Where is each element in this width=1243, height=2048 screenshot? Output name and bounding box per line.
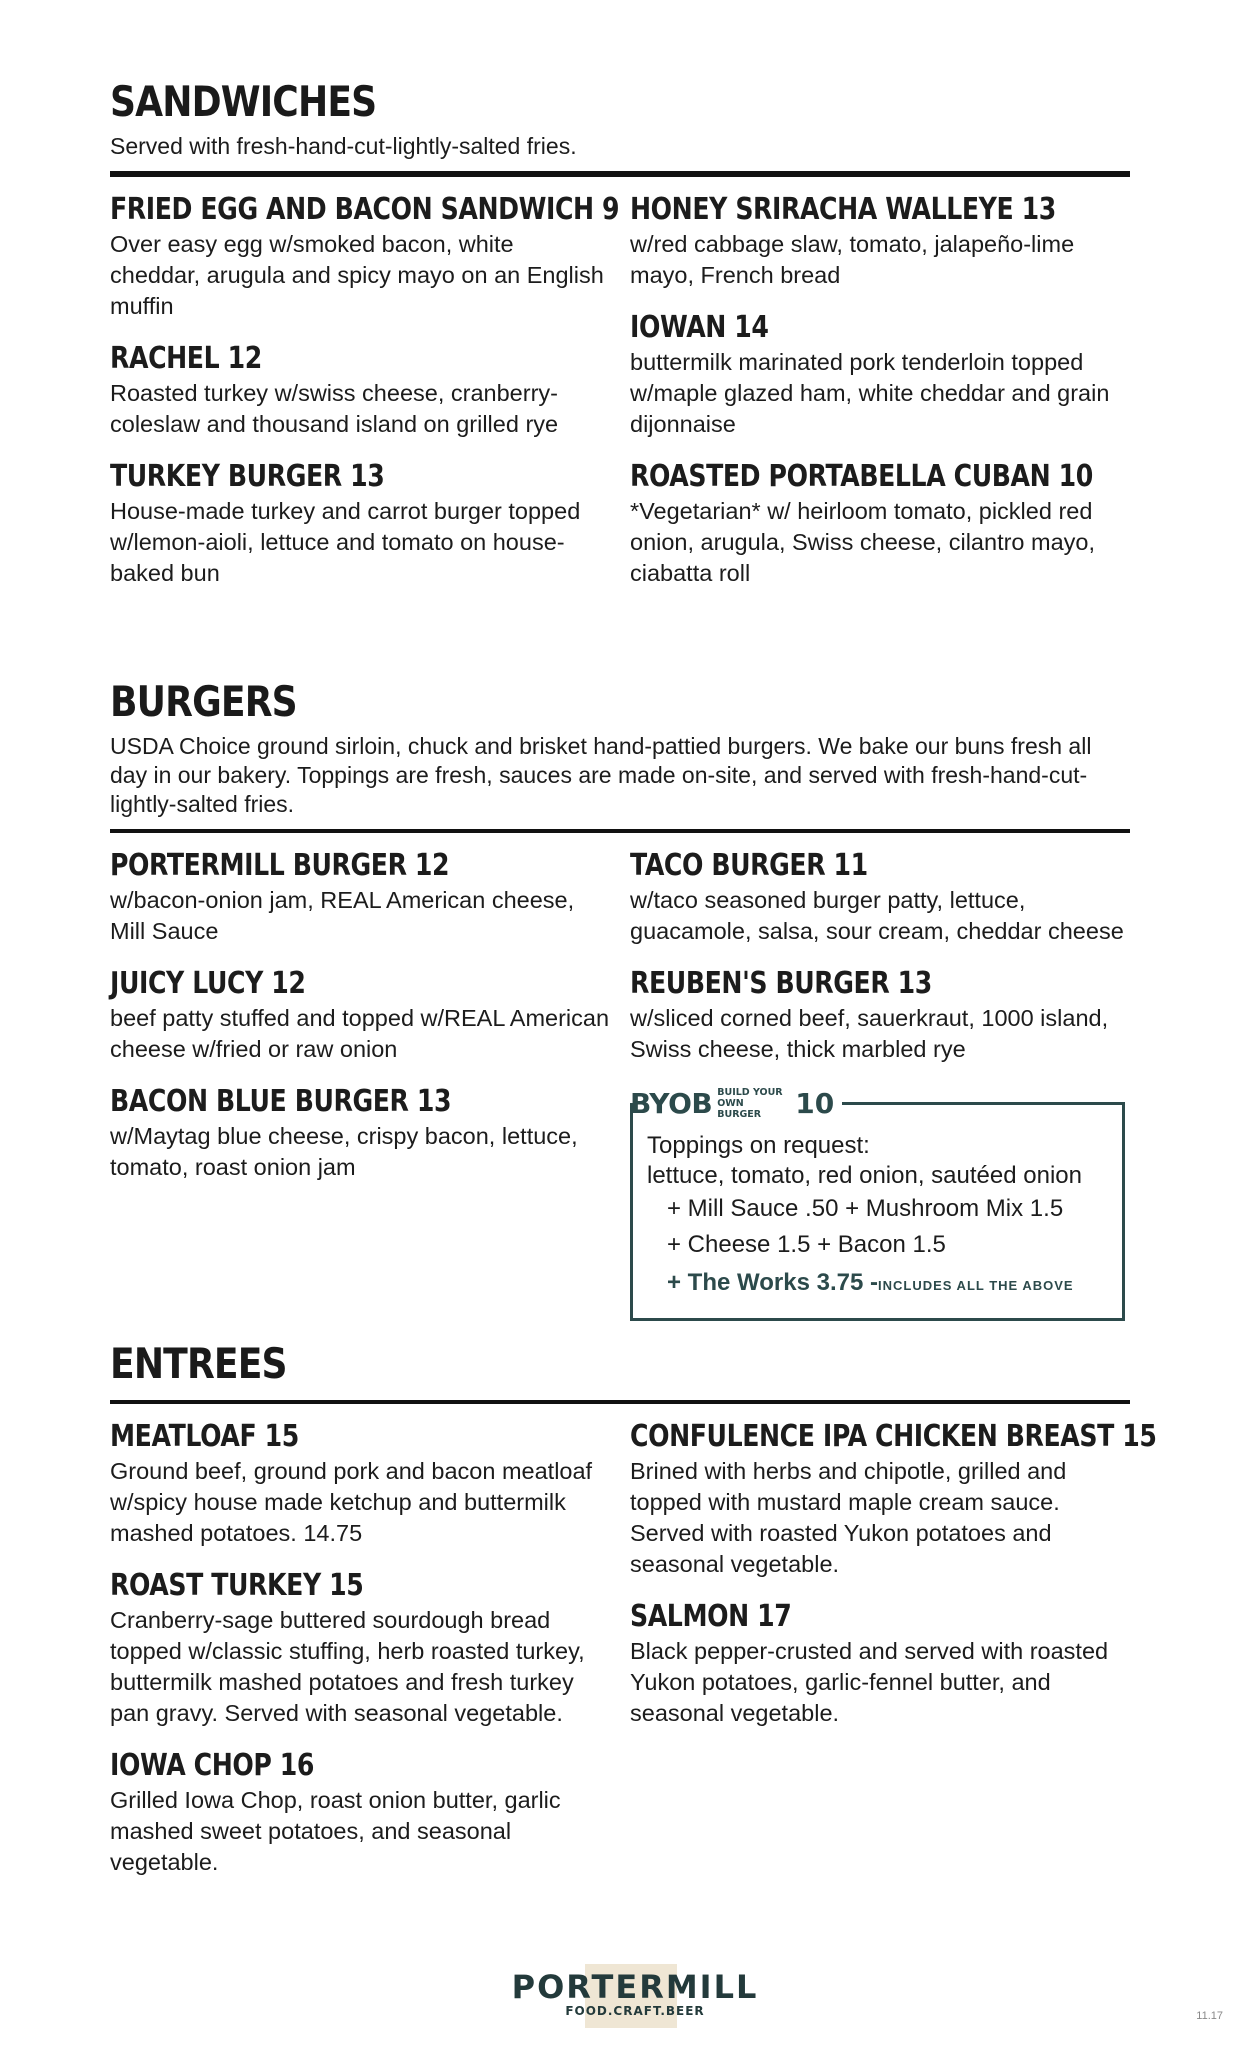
menu-item bbox=[630, 460, 1130, 589]
item-name: TACO BURGER 11 bbox=[630, 848, 868, 883]
menu-item bbox=[110, 1569, 610, 1729]
byob-works bbox=[647, 1263, 1108, 1306]
entrees-left-column bbox=[110, 1420, 610, 1898]
menu-item bbox=[630, 311, 1130, 440]
item-name: IOWAN 14 bbox=[630, 310, 769, 345]
sandwiches-description: Served with fresh-hand-cut-lightly-salted fries. bbox=[110, 133, 577, 159]
byob-option: + Cheese 1.5 + Bacon 1.5 bbox=[667, 1231, 946, 1258]
section-divider bbox=[110, 1400, 1130, 1404]
menu-item bbox=[630, 849, 1130, 947]
burgers-section bbox=[110, 677, 1130, 1296]
item-name: RACHEL 12 bbox=[110, 341, 262, 376]
menu-item bbox=[630, 1600, 1130, 1729]
item-name: CONFULENCE IPA CHICKEN BREAST 15 bbox=[630, 1419, 1157, 1454]
menu-item bbox=[110, 967, 610, 1065]
entrees-title: ENTREES bbox=[110, 1339, 287, 1388]
byob-price: 10 bbox=[795, 1086, 835, 1120]
item-name: TURKEY BURGER 13 bbox=[110, 459, 385, 494]
item-description: w/sliced corned beef, sauerkraut, 1000 island, Swiss cheese, thick marbled rye bbox=[630, 1005, 1109, 1062]
item-description: buttermilk marinated pork tenderloin topped w/maple glazed ham, white cheddar and grain dijonnaise bbox=[630, 349, 1110, 437]
menu-item bbox=[110, 192, 620, 322]
sandwiches-left-column bbox=[110, 192, 620, 609]
item-description: w/bacon-onion jam, REAL American cheese, Mill Sauce bbox=[110, 887, 575, 944]
burgers-title: BURGERS bbox=[110, 677, 297, 726]
entrees-right-column bbox=[630, 1419, 1157, 1749]
item-description: Cranberry-sage buttered sourdough bread topped w/classic stuffing, herb roasted turkey, buttermilk mashed potatoes and fresh turkey pan gravy. Served with seasonal vegetable. bbox=[110, 1607, 585, 1726]
section-divider bbox=[110, 829, 1130, 833]
item-description: w/Maytag blue cheese, crispy bacon, lettuce, tomato, roast onion jam bbox=[110, 1123, 578, 1180]
byob-option: + Mill Sauce .50 + Mushroom Mix 1.5 bbox=[667, 1195, 1064, 1222]
item-description: Black pepper-crusted and served with roasted Yukon potatoes, garlic-fennel butter, and seasonal vegetable. bbox=[630, 1638, 1109, 1726]
byob-border-line bbox=[842, 1102, 1125, 1105]
menu-item bbox=[110, 1420, 610, 1549]
byob-works-label: + The Works 3.75 - bbox=[667, 1269, 878, 1296]
entrees-section bbox=[110, 1339, 1157, 1875]
byob-title: BYOB bbox=[630, 1086, 713, 1120]
burgers-right-column bbox=[630, 849, 1130, 1321]
menu-item bbox=[630, 967, 1130, 1065]
burgers-left-column bbox=[110, 849, 610, 1203]
menu-item bbox=[630, 1419, 1157, 1580]
byob-box bbox=[630, 1085, 1125, 1321]
logo-wordmark: PORTERMILL bbox=[511, 1968, 759, 2006]
item-name: JUICY LUCY 12 bbox=[110, 966, 306, 1001]
section-divider bbox=[110, 171, 1130, 177]
item-description: w/red cabbage slaw, tomato, jalapeño-lime mayo, French bread bbox=[630, 231, 1075, 288]
menu-item bbox=[110, 460, 610, 589]
burgers-description: USDA Choice ground sirloin, chuck and brisket hand-pattied burgers. We bake our buns fresh all day in our bakery. Toppings are fresh, sauces are made on-site, and served with fresh-hand-cut-lightly-salted fries. bbox=[110, 733, 1092, 817]
menu-page bbox=[110, 0, 1157, 2048]
byob-works-note: INCLUDES ALL THE ABOVE bbox=[877, 1278, 1074, 1293]
item-description: Ground beef, ground pork and bacon meatloaf w/spicy house made ketchup and buttermilk mashed potatoes. 14.75 bbox=[110, 1458, 593, 1546]
menu-item bbox=[110, 1085, 610, 1183]
item-name: FRIED EGG AND BACON SANDWICH 9 bbox=[110, 192, 620, 227]
menu-item bbox=[110, 1749, 610, 1878]
logo-tagline: FOOD.CRAFT.BEER bbox=[565, 2004, 705, 2018]
item-name: ROASTED PORTABELLA CUBAN 10 bbox=[630, 459, 1093, 494]
sandwiches-section bbox=[110, 77, 1130, 586]
item-description: *Vegetarian* w/ heirloom tomato, pickled red onion, arugula, Swiss cheese, cilantro mayo, ciabatta roll bbox=[630, 498, 1096, 586]
version-code: 11.17 bbox=[1196, 2010, 1223, 2022]
item-description: Grilled Iowa Chop, roast onion butter, garlic mashed sweet potatoes, and seasonal vegetable. bbox=[110, 1787, 561, 1875]
item-description: beef patty stuffed and topped w/REAL American cheese w/fried or raw onion bbox=[110, 1005, 610, 1062]
menu-item bbox=[110, 342, 610, 440]
sandwiches-right-column bbox=[630, 193, 1130, 609]
byob-subtitle: BUILD YOUR OWN BURGER bbox=[717, 1086, 783, 1120]
item-name: IOWA CHOP 16 bbox=[110, 1748, 315, 1783]
sandwiches-title: SANDWICHES bbox=[110, 77, 377, 126]
byob-toppings: lettuce, tomato, red onion, sautéed onion bbox=[647, 1162, 1082, 1189]
byob-lead: Toppings on request: bbox=[647, 1132, 870, 1159]
menu-item bbox=[110, 849, 610, 947]
portermill-logo bbox=[505, 1968, 765, 2018]
item-name: PORTERMILL BURGER 12 bbox=[110, 848, 450, 883]
item-name: SALMON 17 bbox=[630, 1599, 792, 1634]
menu-item bbox=[630, 193, 1130, 291]
item-name: BACON BLUE BURGER 13 bbox=[110, 1084, 452, 1119]
item-description: House-made turkey and carrot burger topped w/lemon-aioli, lettuce and tomato on house-baked bun bbox=[110, 498, 581, 586]
item-name: HONEY SRIRACHA WALLEYE 13 bbox=[630, 192, 1056, 227]
item-name: ROAST TURKEY 15 bbox=[110, 1568, 364, 1603]
item-description: w/taco seasoned burger patty, lettuce, guacamole, salsa, sour cream, cheddar cheese bbox=[630, 887, 1124, 944]
item-name: MEATLOAF 15 bbox=[110, 1419, 299, 1454]
item-name: REUBEN'S BURGER 13 bbox=[630, 966, 932, 1001]
byob-options bbox=[630, 1103, 1125, 1321]
item-description: Roasted turkey w/swiss cheese, cranberry-coleslaw and thousand island on grilled rye bbox=[110, 380, 559, 437]
item-description: Over easy egg w/smoked bacon, white cheddar, arugula and spicy mayo on an English muffin bbox=[110, 231, 604, 319]
item-description: Brined with herbs and chipotle, grilled and topped with mustard maple cream sauce. Served with roasted Yukon potatoes and seasonal vegetable. bbox=[630, 1458, 1067, 1577]
